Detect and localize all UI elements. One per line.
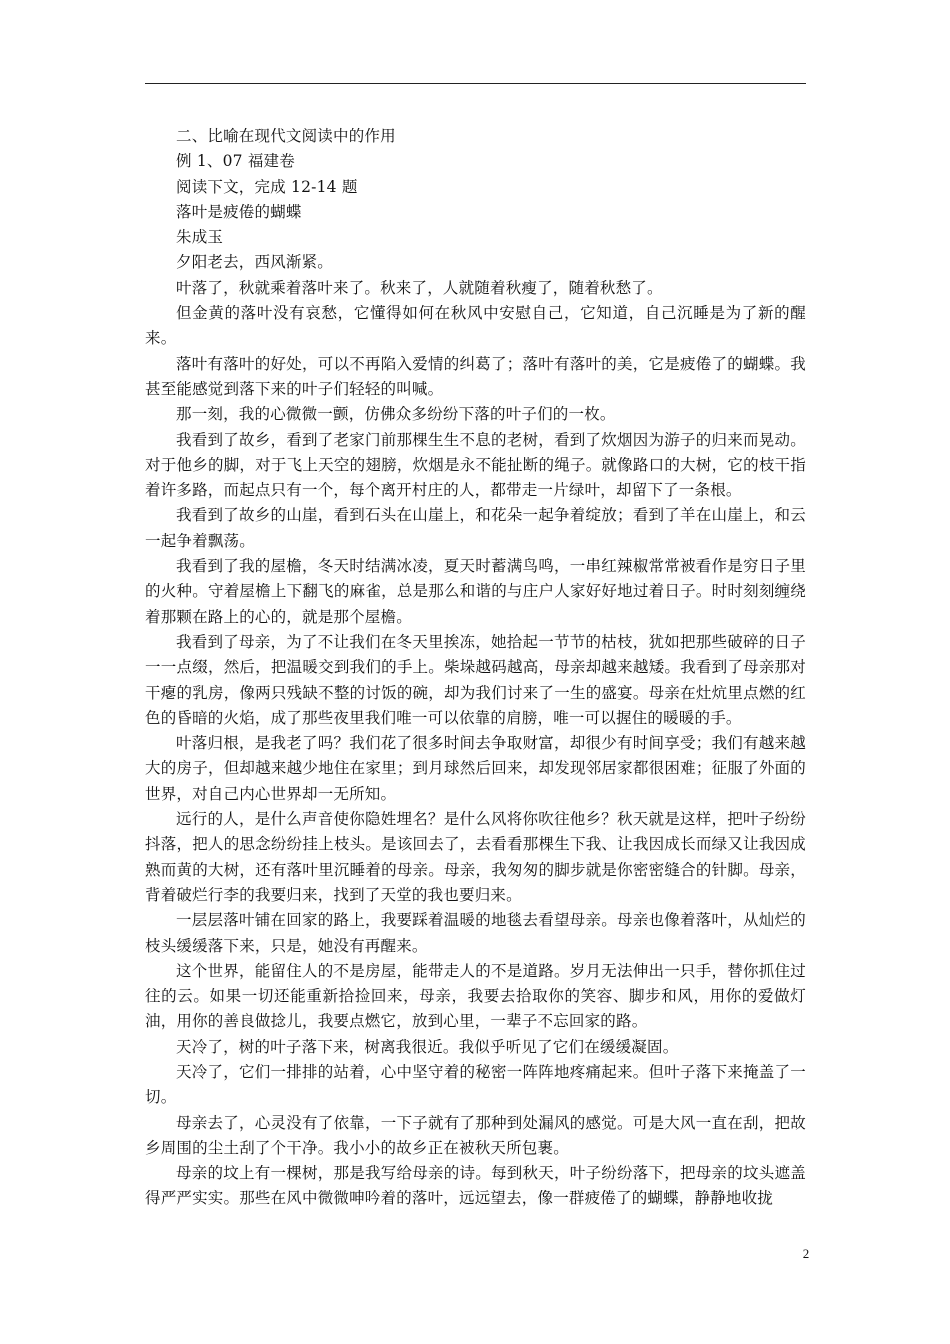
paragraph: 夕阳老去，西风渐紧。 (176, 253, 334, 272)
paragraph: 落叶有落叶的好处，可以不再陷入爱情的纠葛了；落叶有落叶的美，它是疲倦了的蝴蝶。我甚至能感觉到落下来的叶子们轻轻的叫喊。 (145, 354, 806, 398)
paragraph: 远行的人，是什么声音使你隐姓埋名？是什么风将你吹往他乡？秋天就是这样，把叶子纷纷抖落，把人的思念纷纷挂上枝头。是该回去了，去看看那棵生下我、让我因成长而绿又让我因成熟而黄的大树，还有落叶里沉睡着的母亲。母亲，我匆匆的脚步就是你密密缝合的针脚。母亲，背着破烂行李的我要归来，找到了天堂的我也要归来。 (145, 810, 806, 904)
paragraph: 母亲的坟上有一棵树，那是我写给母亲的诗。每到秋天，叶子纷纷落下，把母亲的坟头遮盖得严严实实。那些在风中微微呻吟着的落叶，远远望去，像一群疲倦了的蝴蝶，静静地收拢 (145, 1164, 806, 1208)
page-number: 2 (802, 1246, 810, 1261)
paragraph: 我看到了故乡的山崖，看到石头在山崖上，和花朵一起争着绽放；看到了羊在山崖上，和云一起争着飘荡。 (145, 506, 806, 550)
instruction-text: 阅读下文，完成 12-14 题 (176, 177, 358, 196)
example-label: 例 1、07 福建卷 (176, 152, 295, 171)
paragraph: 叶落归根，是我老了吗？我们花了很多时间去争取财富，却很少有时间享受；我们有越来越大的房子，但却越来越少地住在家里；到月球然后回来，却发现邻居家都很困难；征服了外面的世界，对自己内心世界却一无所知。 (145, 734, 806, 803)
section-heading: 二、比喻在现代文阅读中的作用 (176, 127, 396, 145)
paragraph: 母亲去了，心灵没有了依靠，一下子就有了那种到处漏风的感觉。可是大风一直在刮，把故乡周围的尘土刮了个干净。我小小的故乡正在被秋天所包裹。 (145, 1113, 806, 1157)
document-body (145, 124, 806, 1212)
paragraph: 我看到了我的屋檐，冬天时结满冰凌，夏天时蓄满鸟鸣，一串红辣椒常常被看作是穷日子里的火种。守着屋檐上下翻飞的麻雀，总是那么和谐的与庄户人家好好地过着日子。时时刻刻缠绕着那颗在路上的心的，就是那个屋檐。 (145, 557, 806, 626)
paragraph: 但金黄的落叶没有哀愁，它懂得如何在秋风中安慰自己，它知道，自己沉睡是为了新的醒来。 (145, 304, 806, 348)
paragraph: 我看到了故乡，看到了老家门前那棵生生不息的老树，看到了炊烟因为游子的归来而晃动。对于他乡的脚，对于飞上天空的翅膀，炊烟是永不能扯断的绳子。就像路口的大树，它的枝干指着许多路，而起点只有一个，每个离开村庄的人，都带走一片绿叶，却留下了一条根。 (145, 430, 806, 500)
paragraph: 天冷了，树的叶子落下来，树离我很近。我似乎听见了它们在缓缓凝固。 (176, 1037, 679, 1056)
article-title: 落叶是疲倦的蝴蝶 (176, 202, 302, 221)
paragraph: 叶落了，秋就乘着落叶来了。秋来了，人就随着秋瘦了，随着秋愁了。 (176, 278, 663, 297)
paragraph: 一层层落叶铺在回家的路上，我要踩着温暖的地毯去看望母亲。母亲也像着落叶，从灿烂的枝头缓缓落下来，只是，她没有再醒来。 (145, 911, 806, 955)
paragraph: 那一刻，我的心微微一颤，仿佛众多纷纷下落的叶子们的一枚。 (176, 405, 616, 424)
article-author: 朱成玉 (176, 228, 224, 247)
paragraph: 我看到了母亲，为了不让我们在冬天里挨冻，她拾起一节节的枯枝，犹如把那些破碎的日子一一点缀，然后，把温暖交到我们的手上。柴垛越码越高，母亲却越来越矮。我看到了母亲那对干瘪的乳房，像两只残缺不整的讨饭的碗，却为我们讨来了一生的盛宴。母亲在灶炕里点燃的红色的昏暗的火焰，成了那些夜里我们唯一可以依靠的肩膀，唯一可以握住的暖暖的手。 (145, 632, 806, 727)
paragraph: 这个世界，能留住人的不是房屋，能带走人的不是道路。岁月无法伸出一只手，替你抓住过往的云。如果一切还能重新拾捡回来，母亲，我要去拾取你的笑容、脚步和风，用你的爱做灯油，用你的善良做捻儿，我要点燃它，放到心里，一辈子不忘回家的路。 (145, 961, 806, 1031)
paragraph: 天冷了，它们一排排的站着，心中坚守着的秘密一阵阵地疼痛起来。但叶子落下来掩盖了一切。 (145, 1062, 806, 1107)
header-rule (145, 83, 806, 84)
